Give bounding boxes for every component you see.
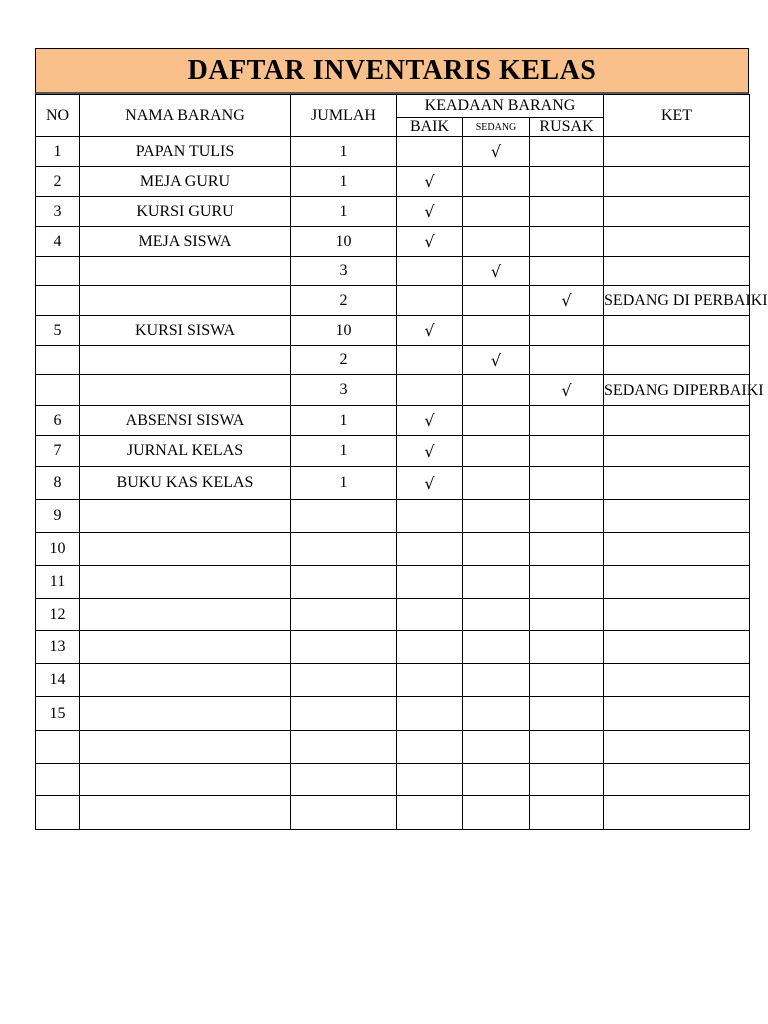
cell-sedang: √: [463, 257, 530, 286]
cell-baik: √: [397, 227, 463, 257]
cell-no: 10: [36, 533, 80, 566]
cell-rusak: [530, 316, 604, 346]
cell-rusak: [530, 467, 604, 500]
cell-no: [36, 796, 80, 830]
cell-baik: [397, 500, 463, 533]
table-row: [36, 500, 750, 533]
cell-baik: √: [397, 316, 463, 346]
cell-nama-barang: [80, 796, 291, 830]
cell-sedang: [463, 631, 530, 664]
cell-sedang: [463, 731, 530, 764]
cell-baik: [397, 664, 463, 697]
cell-no: 15: [36, 697, 80, 731]
cell-baik: √: [397, 467, 463, 500]
cell-nama-barang: [80, 375, 291, 406]
cell-rusak: [530, 197, 604, 227]
cell-sedang: √: [463, 346, 530, 375]
cell-no: [36, 346, 80, 375]
cell-no: [36, 286, 80, 316]
cell-rusak: [530, 257, 604, 286]
cell-ket: [604, 664, 750, 697]
table-row: [36, 406, 750, 436]
header-jumlah: JUMLAH: [291, 95, 397, 137]
cell-jumlah: 1: [291, 467, 397, 500]
cell-sedang: [463, 599, 530, 631]
cell-no: 14: [36, 664, 80, 697]
cell-nama-barang: ABSENSI SISWA: [80, 406, 291, 436]
cell-ket: [604, 697, 750, 731]
cell-rusak: [530, 227, 604, 257]
cell-no: 11: [36, 566, 80, 599]
cell-nama-barang: [80, 286, 291, 316]
cell-no: 7: [36, 436, 80, 467]
cell-nama-barang: JURNAL KELAS: [80, 436, 291, 467]
cell-sedang: [463, 316, 530, 346]
cell-nama-barang: [80, 566, 291, 599]
cell-jumlah: [291, 796, 397, 830]
cell-baik: √: [397, 406, 463, 436]
cell-jumlah: 3: [291, 257, 397, 286]
cell-no: [36, 764, 80, 796]
header-ket: KET: [604, 95, 750, 137]
cell-ket: [604, 500, 750, 533]
cell-jumlah: 10: [291, 316, 397, 346]
cell-ket: [604, 257, 750, 286]
cell-sedang: [463, 436, 530, 467]
cell-nama-barang: [80, 500, 291, 533]
cell-ket: [604, 316, 750, 346]
cell-sedang: [463, 467, 530, 500]
cell-ket: [604, 467, 750, 500]
cell-rusak: √: [530, 286, 604, 316]
header-baik: BAIK: [397, 118, 463, 137]
cell-nama-barang: PAPAN TULIS: [80, 137, 291, 167]
cell-nama-barang: MEJA GURU: [80, 167, 291, 197]
cell-sedang: [463, 533, 530, 566]
cell-no: 13: [36, 631, 80, 664]
cell-nama-barang: [80, 533, 291, 566]
cell-sedang: [463, 167, 530, 197]
cell-baik: [397, 346, 463, 375]
cell-rusak: [530, 436, 604, 467]
table-row: [36, 731, 750, 764]
cell-baik: [397, 731, 463, 764]
cell-jumlah: 1: [291, 197, 397, 227]
table-row: [36, 599, 750, 631]
cell-jumlah: [291, 697, 397, 731]
cell-baik: [397, 257, 463, 286]
cell-nama-barang: [80, 346, 291, 375]
cell-baik: [397, 599, 463, 631]
cell-ket: [604, 533, 750, 566]
cell-jumlah: [291, 731, 397, 764]
table-row: [36, 436, 750, 467]
cell-no: 4: [36, 227, 80, 257]
cell-sedang: [463, 286, 530, 316]
table-row: [36, 533, 750, 566]
cell-nama-barang: [80, 731, 291, 764]
header-nama-barang: NAMA BARANG: [80, 95, 291, 137]
cell-ket: [604, 197, 750, 227]
cell-rusak: [530, 796, 604, 830]
cell-baik: √: [397, 167, 463, 197]
cell-ket: [604, 167, 750, 197]
table-row: [36, 764, 750, 796]
inventory-table: [35, 94, 768, 830]
table-row: [36, 566, 750, 599]
cell-jumlah: [291, 664, 397, 697]
cell-no: 6: [36, 406, 80, 436]
table-row: [36, 664, 750, 697]
header-sedang: SEDANG: [463, 118, 530, 137]
cell-baik: [397, 764, 463, 796]
cell-sedang: [463, 500, 530, 533]
cell-baik: [397, 375, 463, 406]
cell-ket: [604, 346, 750, 375]
cell-ket: [604, 796, 750, 830]
cell-rusak: [530, 500, 604, 533]
cell-baik: [397, 533, 463, 566]
cell-no: 8: [36, 467, 80, 500]
cell-jumlah: [291, 533, 397, 566]
cell-baik: [397, 796, 463, 830]
cell-sedang: [463, 796, 530, 830]
cell-baik: [397, 566, 463, 599]
cell-rusak: [530, 764, 604, 796]
cell-jumlah: [291, 500, 397, 533]
cell-rusak: [530, 631, 604, 664]
cell-nama-barang: [80, 764, 291, 796]
cell-jumlah: 2: [291, 286, 397, 316]
cell-rusak: [530, 566, 604, 599]
cell-rusak: [530, 731, 604, 764]
cell-ket: [604, 731, 750, 764]
page-title: DAFTAR INVENTARIS KELAS: [187, 54, 597, 86]
header-rusak: RUSAK: [530, 118, 604, 137]
cell-ket: [604, 566, 750, 599]
cell-baik: [397, 697, 463, 731]
cell-sedang: [463, 406, 530, 436]
table-row: [36, 257, 750, 286]
cell-rusak: [530, 664, 604, 697]
table-row: [36, 316, 750, 346]
cell-jumlah: 1: [291, 137, 397, 167]
table-row: [36, 286, 750, 316]
cell-ket: [604, 406, 750, 436]
cell-nama-barang: [80, 631, 291, 664]
cell-sedang: [463, 197, 530, 227]
cell-ket: [604, 436, 750, 467]
cell-ket: SEDANG DI PERBAIKI: [604, 286, 750, 316]
cell-nama-barang: KURSI GURU: [80, 197, 291, 227]
table-row: [36, 697, 750, 731]
cell-no: 1: [36, 137, 80, 167]
cell-no: 9: [36, 500, 80, 533]
cell-jumlah: 2: [291, 346, 397, 375]
table-row: [36, 375, 750, 406]
cell-rusak: [530, 533, 604, 566]
cell-nama-barang: BUKU KAS KELAS: [80, 467, 291, 500]
cell-sedang: [463, 764, 530, 796]
cell-nama-barang: [80, 599, 291, 631]
cell-jumlah: 10: [291, 227, 397, 257]
cell-rusak: [530, 406, 604, 436]
cell-nama-barang: KURSI SISWA: [80, 316, 291, 346]
cell-baik: [397, 137, 463, 167]
cell-jumlah: 3: [291, 375, 397, 406]
cell-ket: [604, 599, 750, 631]
cell-nama-barang: [80, 664, 291, 697]
table-row: [36, 467, 750, 500]
header-keadaan-barang: KEADAAN BARANG: [397, 95, 604, 118]
cell-rusak: [530, 697, 604, 731]
cell-no: [36, 257, 80, 286]
cell-baik: [397, 631, 463, 664]
cell-sedang: [463, 375, 530, 406]
cell-jumlah: [291, 764, 397, 796]
cell-jumlah: [291, 631, 397, 664]
table-row: [36, 167, 750, 197]
table-header: [36, 95, 750, 137]
cell-nama-barang: [80, 257, 291, 286]
cell-jumlah: 1: [291, 406, 397, 436]
table-body: [36, 137, 768, 830]
cell-no: 5: [36, 316, 80, 346]
title-banner: [35, 48, 749, 94]
cell-jumlah: [291, 599, 397, 631]
cell-no: 3: [36, 197, 80, 227]
cell-sedang: [463, 227, 530, 257]
cell-baik: [397, 286, 463, 316]
cell-ket: [604, 137, 750, 167]
cell-sedang: √: [463, 137, 530, 167]
cell-sedang: [463, 566, 530, 599]
cell-sedang: [463, 664, 530, 697]
table-row: [36, 796, 750, 830]
header-no: NO: [36, 95, 80, 137]
cell-baik: √: [397, 436, 463, 467]
cell-rusak: [530, 346, 604, 375]
cell-rusak: [530, 599, 604, 631]
cell-no: [36, 731, 80, 764]
table-row: [36, 227, 750, 257]
table-row: [36, 137, 750, 167]
cell-baik: √: [397, 197, 463, 227]
cell-nama-barang: MEJA SISWA: [80, 227, 291, 257]
table-row: [36, 346, 750, 375]
cell-jumlah: [291, 566, 397, 599]
cell-ket: [604, 631, 750, 664]
cell-no: 2: [36, 167, 80, 197]
cell-ket: [604, 764, 750, 796]
cell-rusak: √: [530, 375, 604, 406]
cell-rusak: [530, 137, 604, 167]
cell-no: 12: [36, 599, 80, 631]
cell-rusak: [530, 167, 604, 197]
cell-jumlah: 1: [291, 436, 397, 467]
cell-nama-barang: [80, 697, 291, 731]
cell-ket: [604, 227, 750, 257]
table-row: [36, 631, 750, 664]
cell-jumlah: 1: [291, 167, 397, 197]
cell-ket: SEDANG DIPERBAIKI: [604, 375, 750, 406]
table-row: [36, 197, 750, 227]
cell-sedang: [463, 697, 530, 731]
inventory-sheet: [35, 48, 768, 830]
cell-no: [36, 375, 80, 406]
